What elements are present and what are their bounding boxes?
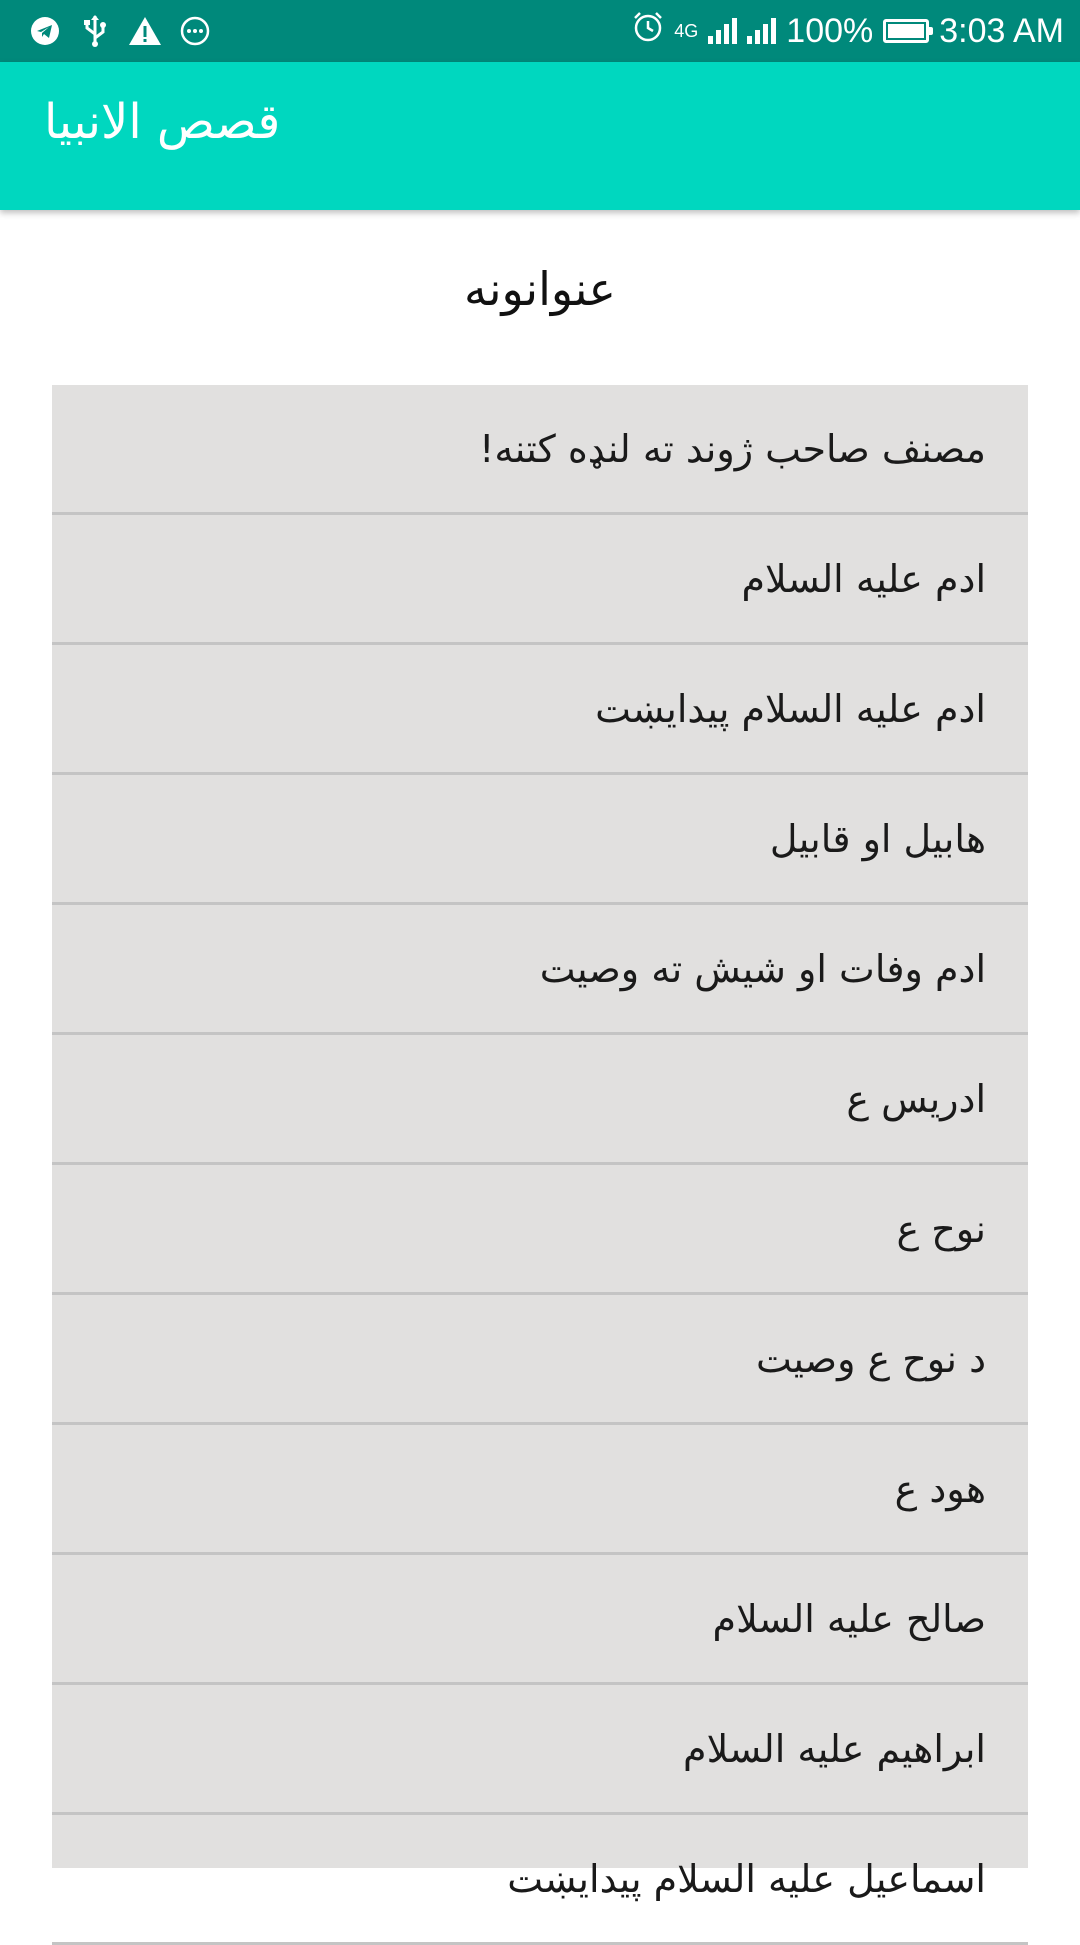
chapter-list[interactable] <box>52 385 1028 1901</box>
app-bar <box>0 62 1080 210</box>
battery-percent: 100% <box>786 11 874 50</box>
list-item[interactable]: مصنف صاحب ژوند ته لنډه کتنه! <box>52 385 1028 515</box>
notification-icons <box>28 13 212 49</box>
battery-icon <box>883 19 929 43</box>
usb-icon <box>78 14 112 48</box>
list-item[interactable]: د نوح ع وصیت <box>52 1295 1028 1425</box>
list-item[interactable]: ادم وفات او شیش ته وصیت <box>52 905 1028 1035</box>
signal-icon <box>708 18 737 44</box>
list-item[interactable]: اسماعیل علیه السلام پیدایښت <box>52 1815 1028 1945</box>
list-item[interactable]: هابیل او قابیل <box>52 775 1028 905</box>
list-item[interactable]: ادم علیه السلام <box>52 515 1028 645</box>
page-title: عنوانونه <box>464 262 616 316</box>
list-item[interactable]: هود ع <box>52 1425 1028 1555</box>
warning-icon <box>128 14 162 48</box>
more-icon <box>178 14 212 48</box>
list-item[interactable]: ادم علیه السلام پیدایښت <box>52 645 1028 775</box>
signal-icon-secondary <box>747 18 776 44</box>
list-item[interactable]: ابراهیم علیه السلام <box>52 1685 1028 1815</box>
alarm-icon <box>632 11 664 52</box>
list-item[interactable]: ادریس ع <box>52 1035 1028 1165</box>
list-item[interactable]: صالح علیه السلام <box>52 1555 1028 1685</box>
network-type: 4G <box>674 20 699 41</box>
status-bar <box>0 0 1080 62</box>
battery-fill <box>888 24 924 38</box>
clock: 3:03 AM <box>939 11 1064 50</box>
telegram-icon <box>28 14 62 48</box>
list-item[interactable]: نوح ع <box>52 1165 1028 1295</box>
app-title: قصص الانبیا <box>44 94 281 150</box>
system-status <box>632 0 1064 62</box>
